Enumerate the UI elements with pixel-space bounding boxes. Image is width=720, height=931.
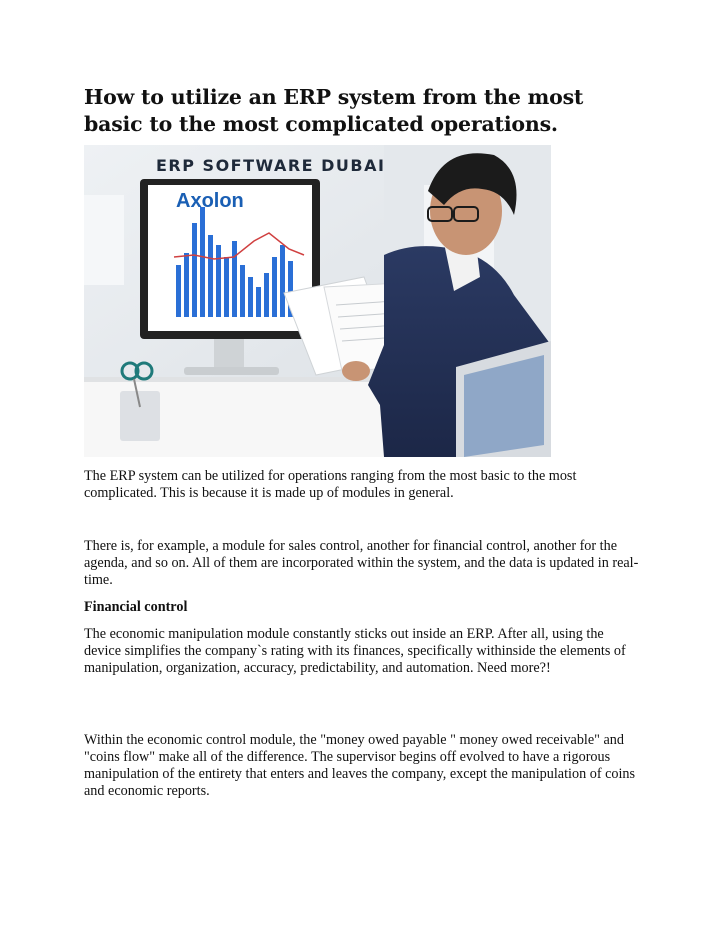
hero-image	[84, 145, 551, 457]
article-header	[84, 84, 644, 138]
axolon-logo: Axolon	[176, 190, 244, 212]
paragraph-modules: There is, for example, a module for sales control, another for financial control, another for the agenda, and so on. All of them are incorporated within the system, and the data is updated in real-time.	[84, 538, 639, 588]
paragraph-economic-module: The economic manipulation module constantly sticks out inside an ERP. After all, using the device simplifies the company`s rating with its finances, specifically withinside the elements of manipulation, organization, accuracy, predictability, and automation. Need more?!	[84, 626, 626, 676]
banner-text: ERP SOFTWARE DUBAI	[156, 156, 386, 175]
paragraph-intro: The ERP system can be utilized for operations ranging from the most basic to the most complicated. This is because it is made up of modules in general.	[84, 468, 577, 501]
article-title: How to utilize an ERP system from the most basic to the most complicated operations.	[84, 85, 584, 136]
section-heading-financial-control: Financial control	[84, 599, 188, 615]
paragraph-economic-control: Within the economic control module, the "money owed payable " money owed receivable" and "coins flow" make all of the difference. The supervisor begins off evolved to have a rigorous manipulation of the entirety that enters and leaves the company, except the manipulation of coins and economic reports.	[84, 732, 636, 799]
